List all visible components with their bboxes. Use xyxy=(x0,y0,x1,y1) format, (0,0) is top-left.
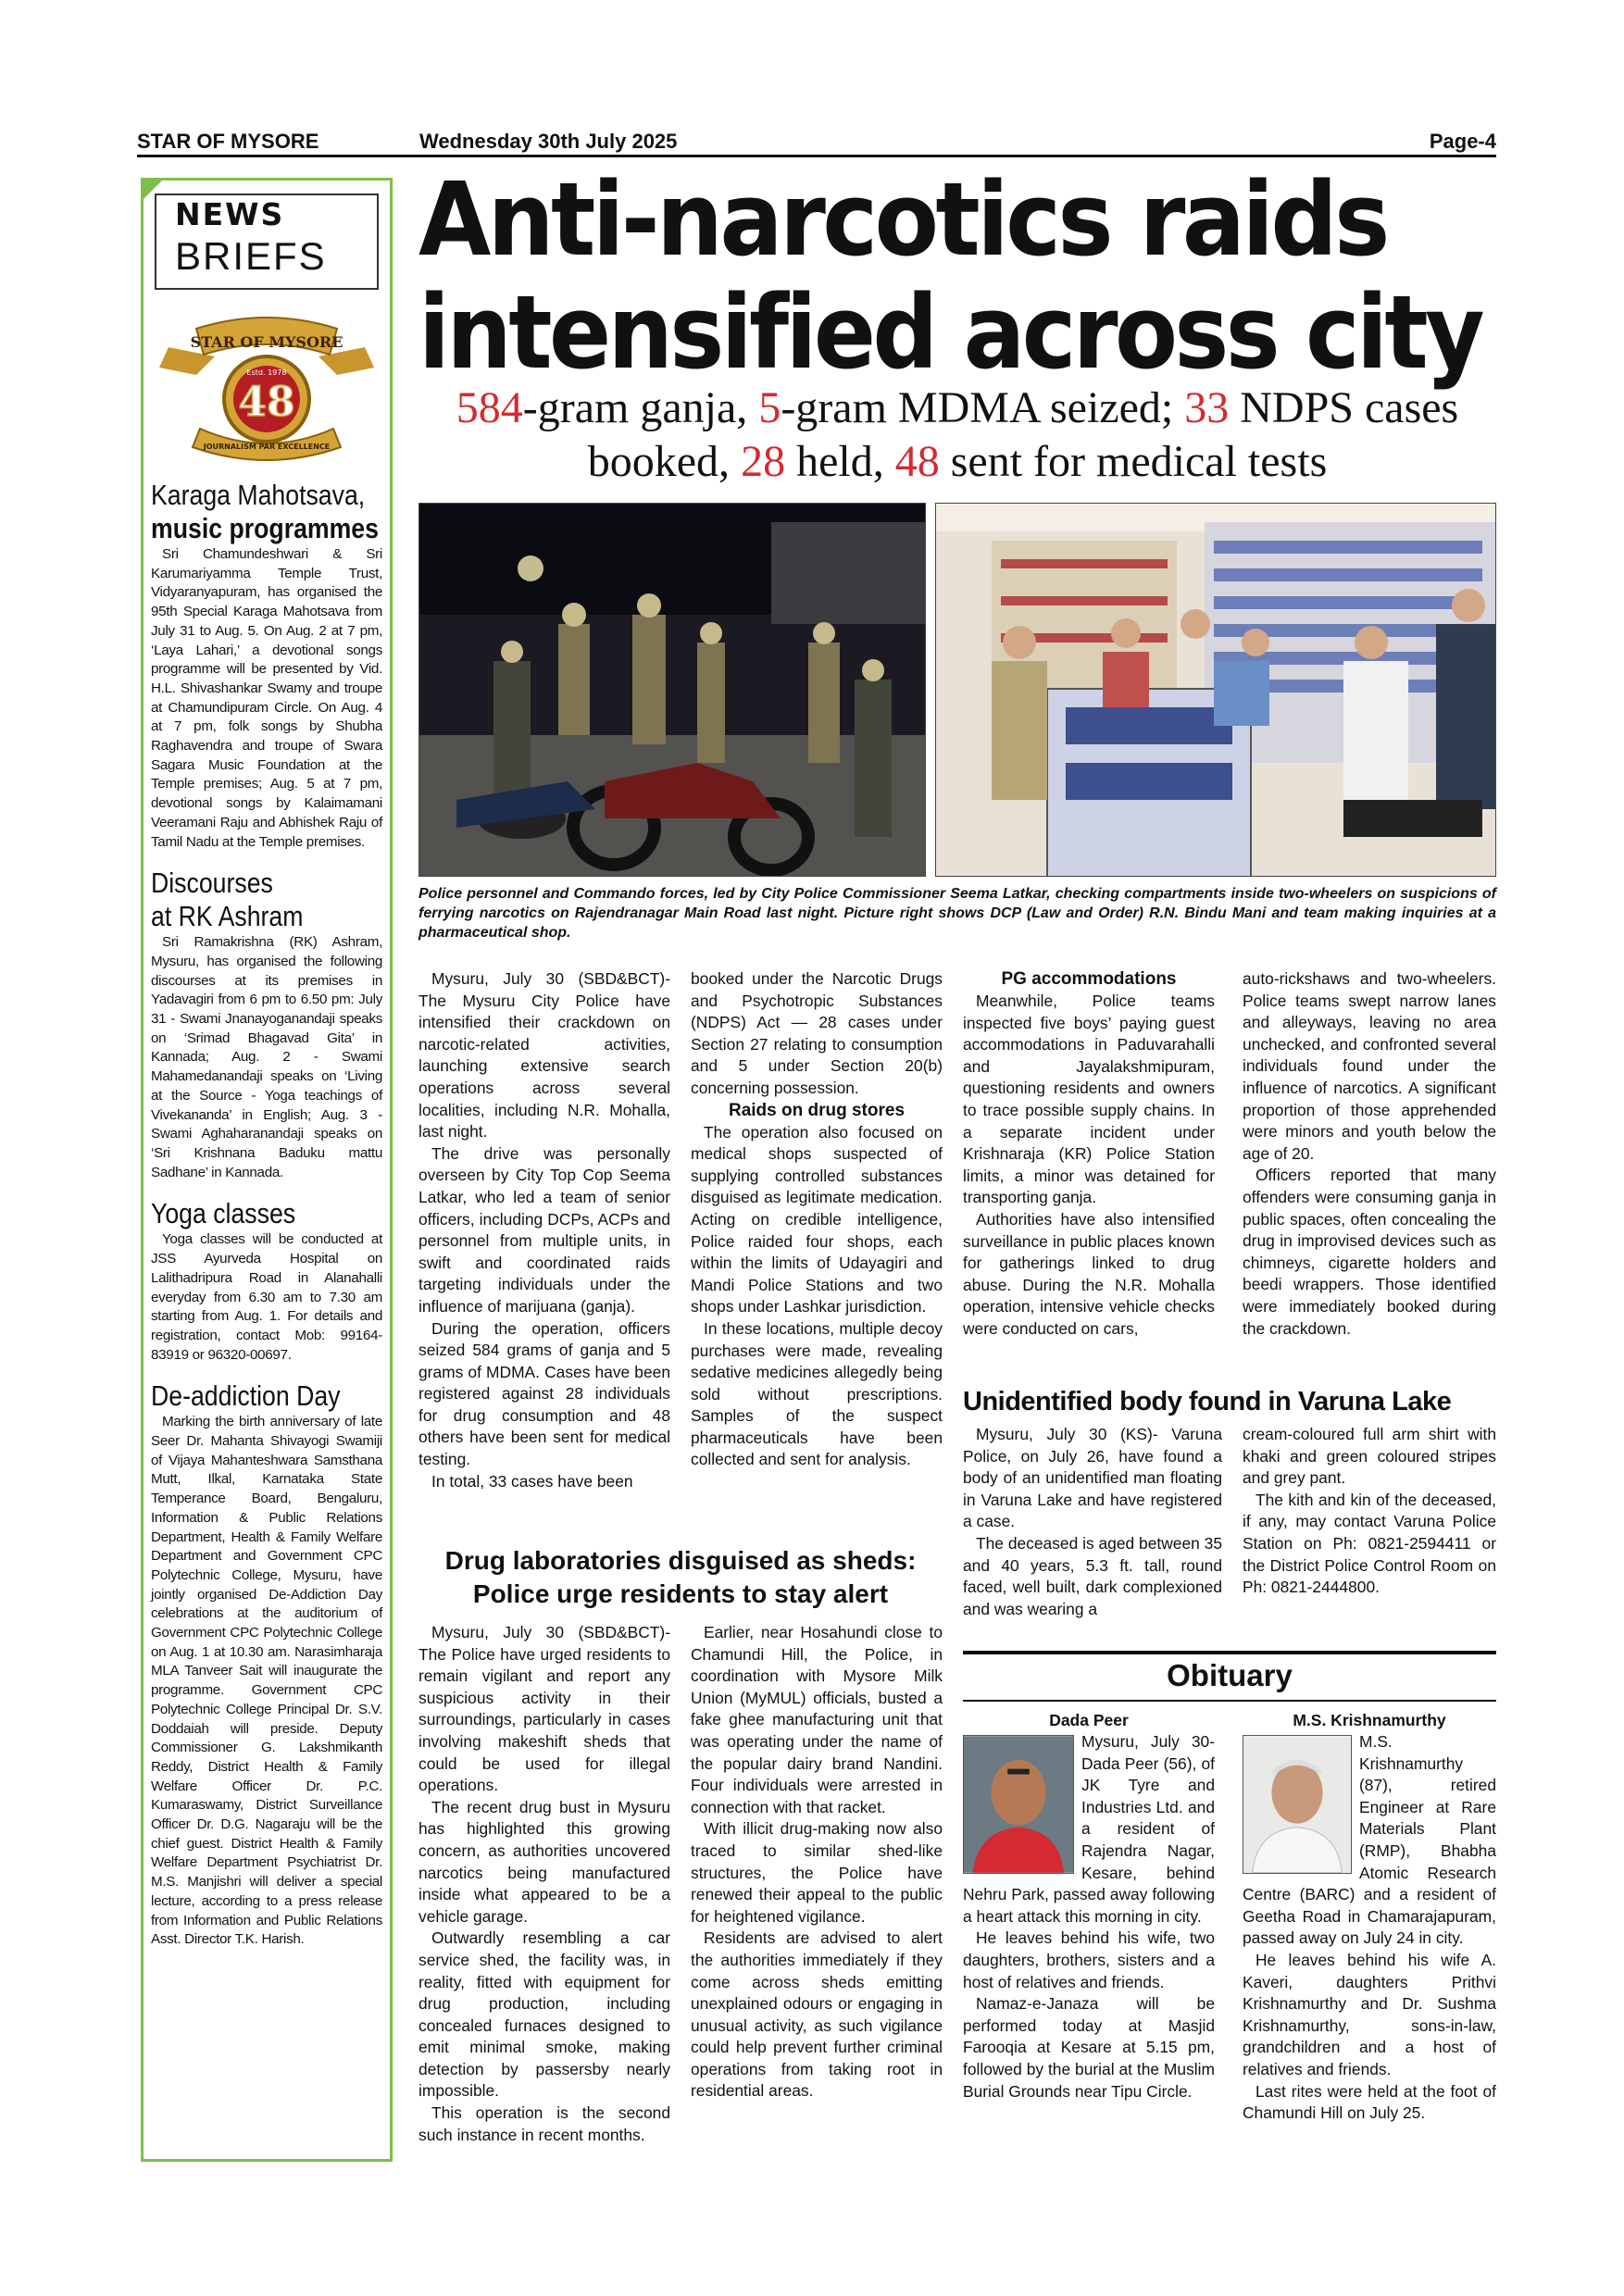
paragraph: auto-rickshaws and two-wheelers. Police teams swept narrow lanes and alleyways, leaving no area unchecked, and confronted several individuals found under the influence of narcotics. A significant proportion of those apprehended were minors and youth below the age of 20. xyxy=(1243,969,1496,1163)
logo-top-text: STAR OF MYSORE xyxy=(190,333,344,351)
headline-line: Drug laboratories disguised as sheds: xyxy=(444,1546,917,1575)
main-story-col-1 xyxy=(418,968,670,1492)
paragraph: Meanwhile, Police teams inspected five boys’ paying guest accommodations in Paduvarahalli and Jayalakshmipuram, questioning residents and owners to trace possible supply chains. In a separate incident under Krishnaraja (KR) Police Station limits, a minor was detained for transporting ganja. xyxy=(963,992,1215,1207)
obituary-krishnamurthy xyxy=(1243,1709,1496,2125)
brief-title-line: Yoga classes xyxy=(151,1197,296,1230)
main-story-col-2 xyxy=(691,968,943,1471)
anniversary-logo xyxy=(159,310,374,466)
obituary-dada-peer xyxy=(963,1709,1215,2103)
subhead-raids: Raids on drug stores xyxy=(728,1100,906,1120)
sub-text: -gram MDMA seized; xyxy=(781,383,1185,432)
drug-labs-col-1 xyxy=(418,1622,670,2146)
news-label: NEWS xyxy=(175,196,285,232)
sub-text: -gram ganja, xyxy=(522,383,759,432)
paragraph: During the operation, officers seized 584 grams of ganja and 5 grams of MDMA. Cases have been registered against 28 individuals for drug consumption and 48 others have been sent for medical testing. xyxy=(418,1318,670,1469)
pharmacy-inspection-photo xyxy=(935,503,1496,877)
headline-line-1: Anti-narcotics raids xyxy=(418,160,1387,279)
logo-estd: Estd. 1978 xyxy=(246,368,287,377)
news-briefs-sidebar xyxy=(141,178,393,2162)
paragraph: Last rites were held at the foot of Chamundi Hill on July 25. xyxy=(1243,2081,1496,2123)
brief-title xyxy=(151,867,350,933)
paragraph: Namaz-e-Janaza will be performed today at Masjid Farooqia at Kesare at 5.15 pm, followed by the burial at the Muslim Burial Grounds near Tipu Circle. xyxy=(963,1994,1215,2101)
paragraph: Officers reported that many offenders were consuming ganja in public spaces, often concealing the drug in improvised devices such as chimneys, cigarette holders and beedi wrappers. Those identified were immediately booked during the crackdown. xyxy=(1243,1166,1496,1338)
headline-line-2: intensified across city xyxy=(418,273,1482,392)
paragraph: Mysuru, July 30- Dada Peer (56), of JK Tyre and Industries Ltd. and a resident of Rajendra Nagar, Kesare, behind Nehru Park, passed away following a heart attack this morning in city. xyxy=(963,1732,1215,1926)
page-number: Page-4 xyxy=(1429,130,1496,153)
brief-title-line: Karaga Mahotsava, xyxy=(151,479,366,511)
paragraph: cream-coloured full arm shirt with khaki and green coloured stripes and grey pant. xyxy=(1243,1425,1496,1488)
obituary-rule xyxy=(963,1700,1496,1702)
paragraph: M.S. Krishnamurthy (87), retired Engineer at Rare Materials Plant (RMP), Bhabha Atomic Research Centre (BARC) and a resident of Geetha Road in Chamarajapuram, passed away on July 24 in city. xyxy=(1243,1732,1496,1948)
sub-number: 5 xyxy=(758,383,781,432)
drug-labs-headline xyxy=(418,1544,943,1611)
paragraph: The deceased is aged between 35 and 40 years, 5.3 ft. tall, round faced, well built, dark complexioned and was wearing a xyxy=(963,1533,1222,1618)
varuna-col-2 xyxy=(1243,1424,1496,1599)
sub-number: 33 xyxy=(1184,383,1230,432)
night-checking-photo xyxy=(418,503,926,877)
paragraph: Authorities have also intensified surveillance in public places known for gatherings linked to drug abuse. During the N.R. Mohalla operation, intensive vehicle checks were conducted on cars, xyxy=(963,1209,1215,1338)
varuna-col-1 xyxy=(963,1424,1222,1620)
main-headline xyxy=(418,160,1496,392)
subhead-line-1 xyxy=(418,381,1496,435)
brief-title xyxy=(151,1197,350,1230)
brief-body: Yoga classes will be conducted at JSS Ayurveda Hospital on Lalithadripura Road in Alanahalli everyday from 6.30 am to 7.30 am starting from Aug. 1. For details and registration, contact Mob: 99164-83919 or 96320-00697. xyxy=(151,1231,382,1363)
logo-number: 48 xyxy=(238,379,295,426)
sub-headline xyxy=(418,381,1496,489)
brief-title-line: De-addiction Day xyxy=(151,1379,341,1413)
paragraph: The kith and kin of the deceased, if any, may contact Varuna Police Station on Ph: 0821-2594411 or the District Police Control Room on Ph: 0821-2444800. xyxy=(1243,1490,1496,1597)
paragraph: The operation also focused on medical shops suspected of supplying controlled substances disguised as legitimate medication. Acting on credible intelligence, Police raided four shops, each within the limits of Udayagiri and Mandi Police Stations and two shops under Lashkar jurisdiction. xyxy=(691,1122,943,1316)
paragraph: Mysuru, July 30 (SBD&BCT)- The Police have urged residents to remain vigilant and report any suspicious activity in their surroundings, particularly in cases involving makeshift sheds that could be used for illegal operations. xyxy=(418,1623,670,1795)
main-story-col-3 xyxy=(963,968,1215,1341)
main-story-col-4 xyxy=(1243,968,1496,1340)
briefs-label: BRIEFS xyxy=(175,234,327,278)
subhead-line-2 xyxy=(418,435,1496,489)
obituary-name: Dada Peer xyxy=(1049,1711,1129,1729)
drug-labs-col-2 xyxy=(691,1622,943,2103)
brief-title-line: Discourses xyxy=(151,867,273,900)
news-briefs-label xyxy=(155,193,379,290)
paper-name: STAR OF MYSORE xyxy=(137,130,319,153)
brief-body: Marking the birth anniversary of late Seer Dr. Mahanta Shivayogi Swamiji of Vijaya Mahanteshwara Samsthana Mutt, Ilkal, Karnataka State Temperance Board, Bengaluru, Information & Public Relations Department, Health & Family Welfare Department and Government CPC Polytechnic College, Mysuru, have jointly organised De-Addiction Day celebrations at the auditorium of Government CPC Polytechnic College on Aug. 1 at 10.30 am. Narasimharaja MLA Tanveer Sait will inaugurate the programme. Government CPC Polytechnic College Principal Dr. S.V. Doddaiah will preside. Deputy Commissioner G. Lakshmikanth Reddy, District Health & Family Welfare Officer Dr. P.C. Kumaraswamy, District Surveillance Officer Dr. D.G. Nagaraju will be the chief guest. District Health & Family Welfare Department Psychiatrist Dr. M.S. Manjishri will deliver a special lecture, according to a press release from Information and Public Relations Asst. Director T.K. Harish. xyxy=(151,1414,382,1948)
sub-text: NDPS cases xyxy=(1229,383,1459,432)
sub-number: 584 xyxy=(456,383,523,432)
paragraph: Residents are advised to alert the authorities immediately if they come across sheds emitting unexplained odours or engaging in unusual activity, as such vigilance could help prevent further criminal operations from taking root in residential areas. xyxy=(691,1928,943,2101)
corner-triangle xyxy=(141,178,165,202)
sub-text: held, xyxy=(785,437,895,486)
obituary-title: Obituary xyxy=(1167,1658,1293,1692)
obituary-name: M.S. Krishnamurthy xyxy=(1293,1711,1446,1729)
sub-text: sent for medical tests xyxy=(939,437,1328,486)
paragraph: This operation is the second such instance in recent months. xyxy=(418,2103,670,2144)
issue-date: Wednesday 30th July 2025 xyxy=(419,130,678,153)
brief-title-line: music programmes xyxy=(151,512,379,544)
page-header xyxy=(137,130,1496,157)
logo-motto: JOURNALISM PAR EXCELLENCE xyxy=(203,443,331,451)
brief-body: Sri Ramakrishna (RK) Ashram, Mysuru, has organised the following discourses at its premises in Yadavagiri from 6 pm to 6.50 pm: July 31 - Swami Jnanayoganandaji speaks on ‘Srimad Bhagavad Gita’ in Kannada; Aug. 2 - Swami Mahamedanandaji speaks on ‘Living at the Source - Yoga teachings of Vivekananda’ in English; Aug. 3 - Swami Aghaharanandaji speaks on ‘Sri Krishnana Baduku mattu Sadhane’ in Kannada. xyxy=(151,934,382,1180)
photo-caption: Police personnel and Commando forces, led by City Police Commissioner Seema Latkar, checking compartments inside two-wheelers on suspicions of ferrying narcotics on Rajendranagar Main Road last night. Picture right shows DCP (Law and Order) R.N. Bindu Mani and team making inquiries at a pharmaceutical shop. xyxy=(418,886,1496,941)
obituary-rule xyxy=(963,1651,1496,1654)
varuna-headline: Unidentified body found in Varuna Lake xyxy=(963,1387,1452,1416)
paragraph: In these locations, multiple decoy purchases were made, revealing sedative medicines allegedly being sold without prescriptions. Samples of the suspect pharmaceuticals have been collected and sent for analysis. xyxy=(691,1318,943,1469)
paragraph: Mysuru, July 30 (KS)- Varuna Police, on July 26, have found a body of an unidentified man floating in Varuna Lake and have registered a case. xyxy=(963,1425,1222,1531)
paragraph: The recent drug bust in Mysuru has highlighted this growing concern, as authorities uncovered narcotics being manufactured inside what appeared to be a vehicle garage. xyxy=(418,1797,670,1926)
brief-title xyxy=(151,479,379,545)
paragraph: The drive was personally overseen by City Top Cop Seema Latkar, who led a team of senior officers, including DCPs, ACPs and personnel from multiple units, in swift and coordinated raids targeting individuals under the influence of marijuana (ganja). xyxy=(418,1143,670,1316)
paragraph: With illicit drug-making now also traced to similar shed-like structures, the Police have renewed their appeal to the public for heightened vigilance. xyxy=(691,1819,943,1926)
paragraph: booked under the Narcotic Drugs and Psychotropic Substances (NDPS) Act — 28 cases under Section 27 relating to consumption and 5 under Section 20(b) concerning possession. xyxy=(691,969,943,1097)
paragraph: He leaves behind his wife A. Kaveri, daughters Prithvi Krishnamurthy and Dr. Sushma Krishnamurthy, sons-in-law, grandchildren and a host of relatives and friends. xyxy=(1243,1950,1496,2078)
paragraph: In total, 33 cases have been xyxy=(431,1471,633,1491)
paragraph: Outwardly resembling a car service shed, the facility was, in reality, fitted with equipment for drug production, including concealed furnaces designed to emit minimal smoke, making detection by passersby nearly impossible. xyxy=(418,1928,670,2101)
portrait-krishnamurthy xyxy=(1243,1735,1352,1874)
subhead-pg: PG accommodations xyxy=(1001,969,1177,989)
brief-body: Sri Chamundeshwari & Sri Karumariyamma Temple Trust, Vidyaranyapuram, has organised the 95th Special Karaga Mahotsava from July 31 to Aug. 5. On Aug. 2 at 7 pm, ‘Laya Lahari,’ a devotional songs programme will be presented by Vid. H.L. Shivashankar Swamy and troupe at Chamundipuram Circle. On Aug. 4 at 7 pm, folk songs by Shubha Raghavendra and troupe of Swara Sagara Music Foundation at the Temple premises; Aug. 5 at 7 pm, devotional songs by Kalaimamani Veeramani Raju and Abhishek Raju of Tamil Nadu at the Temple premises. xyxy=(151,546,382,850)
sub-number: 48 xyxy=(894,437,940,486)
headline-line: Police urge residents to stay alert xyxy=(472,1579,889,1608)
brief-title xyxy=(151,1379,350,1413)
sub-number: 28 xyxy=(741,437,786,486)
paragraph: Mysuru, July 30 (SBD&BCT)- The Mysuru City Police have intensified their crackdown on narcotic-related activities, launching extensive search operations across several localities, including N.R. Mohalla, last night. xyxy=(418,969,670,1142)
paragraph: Earlier, near Hosahundi close to Chamundi Hill, the Police, in coordination with Mysore Milk Union (MyMUL) officials, busted a fake ghee manufacturing unit that was operating under the name of the popular dairy brand Nandini. Four individuals were arrested in connection with that racket. xyxy=(691,1623,943,1816)
portrait-dada-peer xyxy=(963,1735,1074,1874)
paragraph: He leaves behind his wife, two daughters, brothers, sisters and a host of relatives and friends. xyxy=(963,1928,1215,1991)
sub-text: booked, xyxy=(587,437,742,486)
brief-title-line: at RK Ashram xyxy=(151,900,304,933)
